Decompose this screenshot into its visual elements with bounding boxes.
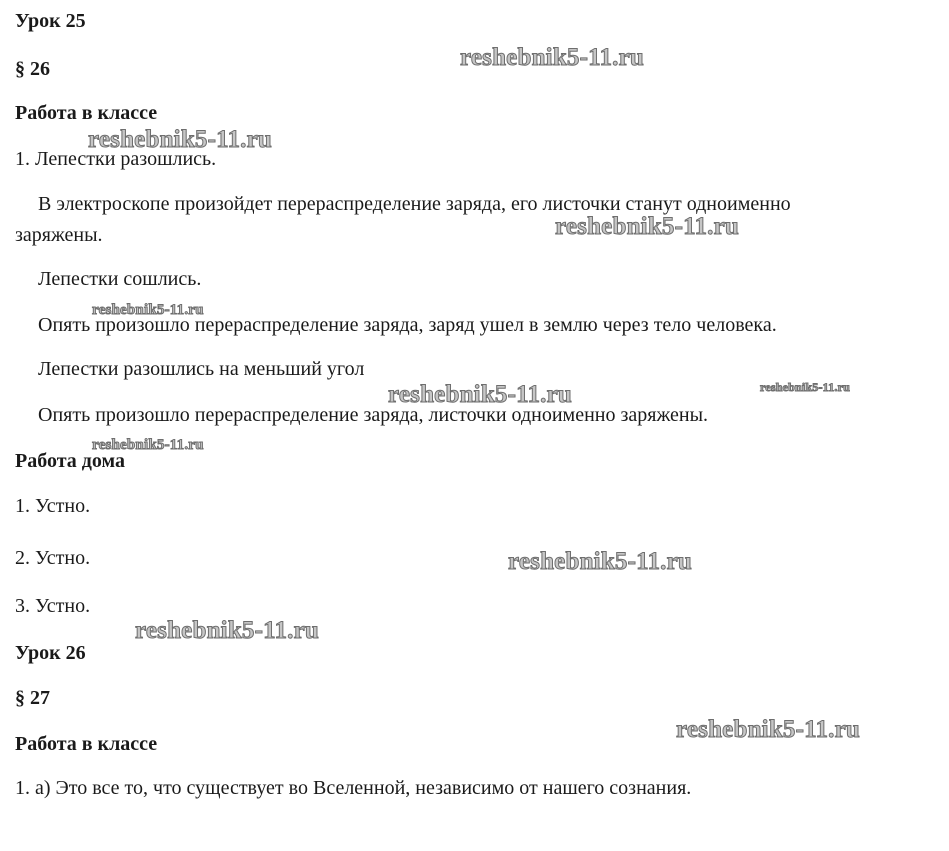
- section-26-heading: § 26: [15, 58, 50, 80]
- paragraph-line: Лепестки разошлись на меньший угол: [38, 358, 365, 380]
- paragraph-line: заряжены.: [15, 224, 103, 246]
- answer-item-1: 1. Лепестки разошлись.: [15, 148, 217, 170]
- homework-item: 2. Устно.: [15, 547, 91, 569]
- paragraph-line: Лепестки сошлись.: [38, 268, 202, 290]
- paragraph-line: Опять произошло перераспределение заряда, листочки одноименно заряжены.: [38, 404, 709, 426]
- paragraph-line: Опять произошло перераспределение заряда, заряд ушел в землю через тело человека.: [38, 314, 777, 336]
- classwork-heading: Работа в классе: [15, 733, 158, 755]
- watermark: reshebnik5-11.ru: [508, 548, 693, 575]
- homework-item: 1. Устно.: [15, 495, 91, 517]
- section-27-heading: § 27: [15, 687, 50, 709]
- lesson-26-title: Урок 26: [15, 642, 86, 664]
- watermark: reshebnik5-11.ru: [676, 716, 861, 743]
- answer-item-1: 1. а) Это все то, что существует во Вселенной, независимо от нашего сознания.: [15, 777, 692, 799]
- watermark: reshebnik5-11.ru: [388, 381, 573, 408]
- lesson-25-title: Урок 25: [15, 10, 86, 32]
- watermark: reshebnik5-11.ru: [460, 44, 645, 71]
- watermark: reshebnik5-11.ru: [88, 126, 273, 153]
- watermark: reshebnik5-11.ru: [92, 302, 204, 318]
- watermark: reshebnik5-11.ru: [760, 380, 850, 394]
- watermark: reshebnik5-11.ru: [135, 617, 320, 644]
- watermark: reshebnik5-11.ru: [92, 437, 204, 453]
- paragraph-line: В электроскопе произойдет перераспределение заряда, его листочки станут одноименно: [38, 193, 791, 215]
- classwork-heading: Работа в классе: [15, 102, 158, 124]
- watermark: reshebnik5-11.ru: [555, 213, 740, 240]
- homework-item: 3. Устно.: [15, 595, 91, 617]
- homework-heading: Работа дома: [15, 450, 125, 472]
